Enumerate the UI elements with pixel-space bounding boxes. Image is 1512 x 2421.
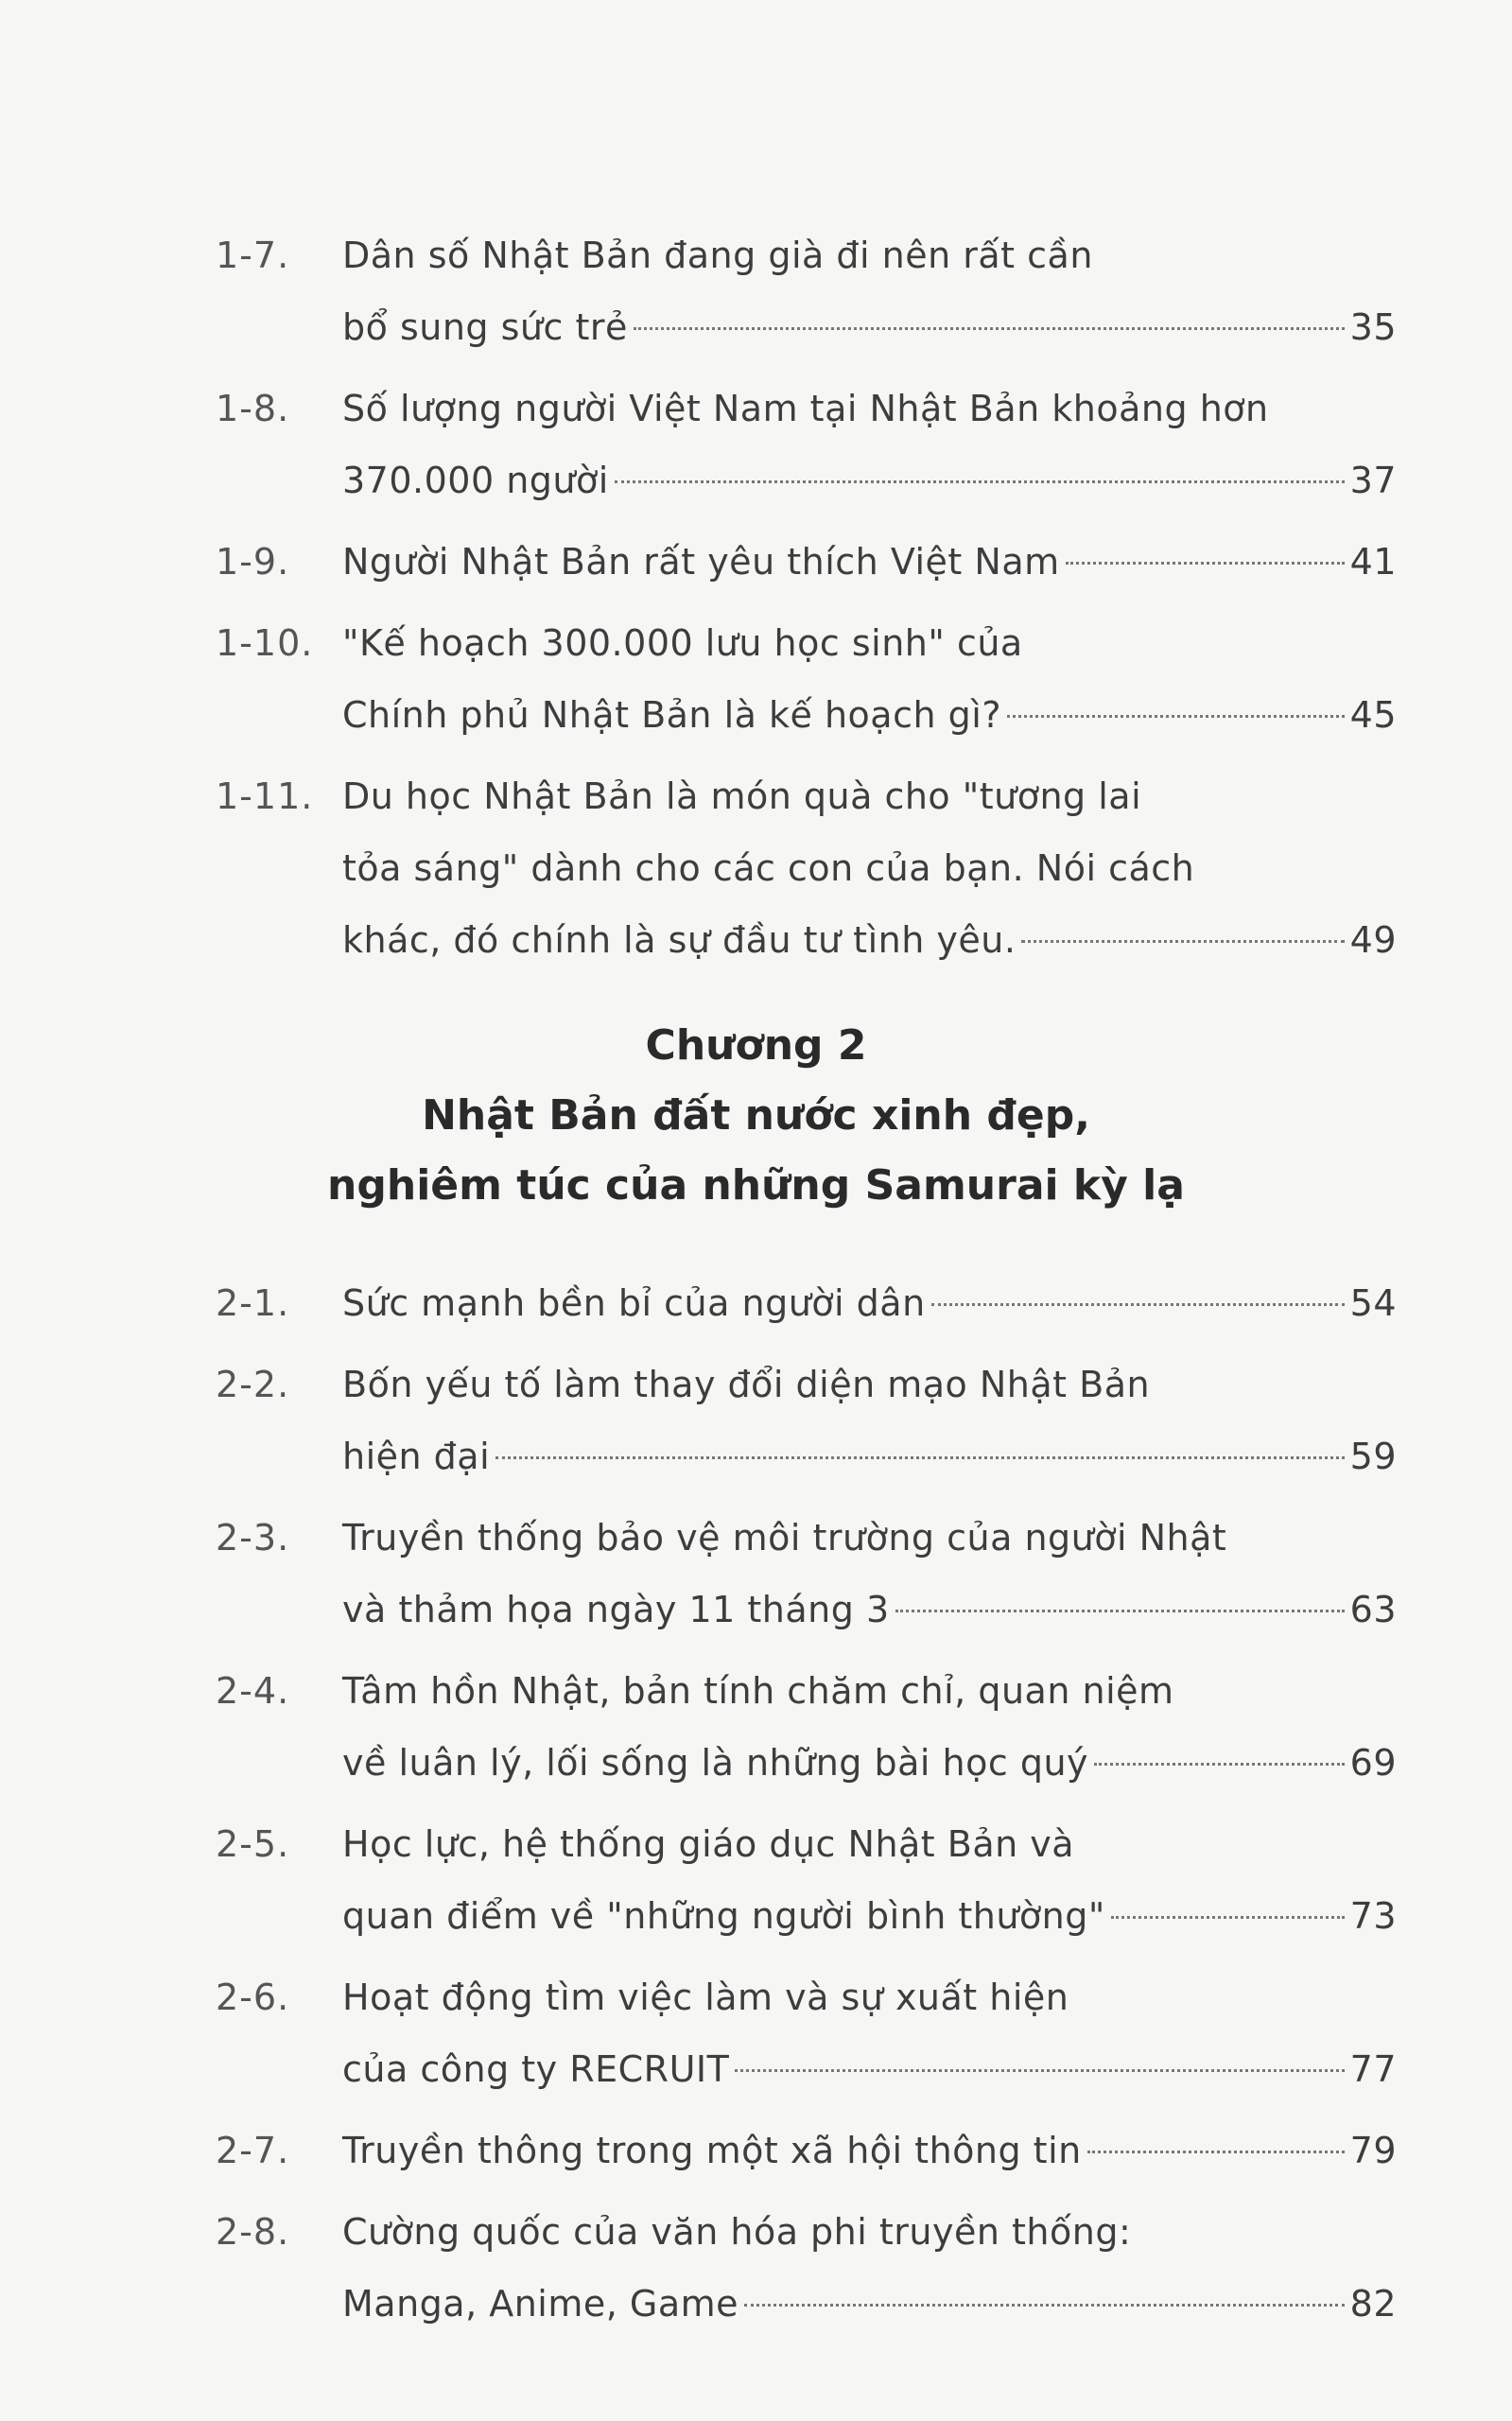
toc-entry-page-number: 82 xyxy=(1349,2283,1397,2325)
toc-entry-number: 2-5. xyxy=(216,1823,290,1865)
toc-entry-page-number: 54 xyxy=(1349,1282,1397,1324)
toc-entry-line-text: Sức mạnh bền bỉ của người dân xyxy=(342,1282,926,1324)
toc-entry-line xyxy=(342,2268,1397,2340)
toc-entry-line-text: Truyền thông trong một xã hội thông tin xyxy=(342,2130,1082,2171)
dot-leader xyxy=(1087,2151,1345,2153)
toc-entry-line-text: Tâm hồn Nhật, bản tính chăm chỉ, quan niệm xyxy=(342,1670,1174,1712)
toc-entry-page-number: 79 xyxy=(1349,2130,1397,2171)
toc-entry-page-number: 59 xyxy=(1349,1436,1397,1477)
toc-entry-number: 2-2. xyxy=(216,1364,290,1405)
toc-entry-number: 2-1. xyxy=(216,1282,290,1324)
toc-entry-line xyxy=(342,1349,1397,1420)
toc-entry-text xyxy=(342,1349,1397,1492)
toc-entry-number: 2-7. xyxy=(216,2130,290,2171)
toc-entry-line xyxy=(342,1574,1397,1646)
toc-entry-line-text: tỏa sáng" dành cho các con của bạn. Nói cách xyxy=(342,847,1195,889)
toc-entry-text xyxy=(342,1655,1397,1799)
toc-entry-line-text: về luân lý, lối sống là những bài học quý xyxy=(342,1742,1089,1784)
dot-leader xyxy=(1094,1763,1345,1766)
toc-entry-line-text: Truyền thống bảo vệ môi trường của người Nhật xyxy=(342,1517,1227,1559)
toc-entry-line-text: Cường quốc của văn hóa phi truyền thống: xyxy=(342,2211,1132,2253)
toc-entry-line-text: Dân số Nhật Bản đang già đi nên rất cần xyxy=(342,235,1093,276)
toc-entry-text xyxy=(342,1961,1397,2105)
dot-leader xyxy=(1066,562,1345,565)
toc-entry-number: 1-10. xyxy=(216,622,314,664)
toc-entry-number: 1-9. xyxy=(216,541,290,583)
toc-entry-page-number: 49 xyxy=(1349,919,1397,961)
toc-entry-line-text: "Kế hoạch 300.000 lưu học sinh" của xyxy=(342,622,1023,664)
toc-entry-number: 1-8. xyxy=(216,388,290,429)
dot-leader xyxy=(1007,715,1345,718)
toc-entry-page-number: 77 xyxy=(1349,2048,1397,2090)
toc-entry-line-text: Người Nhật Bản rất yêu thích Việt Nam xyxy=(342,541,1060,583)
toc-entry-line-text: Chính phủ Nhật Bản là kế hoạch gì? xyxy=(342,694,1001,736)
toc-entry-number: 2-8. xyxy=(216,2211,290,2253)
dot-leader xyxy=(895,1610,1345,1612)
toc-entry-line-text: hiện đại xyxy=(342,1436,491,1477)
toc-entry-line-text: Bốn yếu tố làm thay đổi diện mạo Nhật Bản xyxy=(342,1364,1151,1405)
toc-entry-line-text: của công ty RECRUIT xyxy=(342,2048,730,2090)
toc-entry-text xyxy=(342,219,1397,363)
toc-entry-page-number: 41 xyxy=(1349,541,1397,583)
toc-entry-text xyxy=(342,2115,1397,2186)
toc-entry-page-number: 63 xyxy=(1349,1589,1397,1630)
toc-entry-page-number: 73 xyxy=(1349,1895,1397,1937)
toc-entry-line-text: Học lực, hệ thống giáo dục Nhật Bản và xyxy=(342,1823,1075,1865)
toc-entry-line xyxy=(342,526,1397,598)
toc-entry-line-text: 370.000 người xyxy=(342,460,609,501)
toc-entry-line-text: Số lượng người Việt Nam tại Nhật Bản khoảng hơn xyxy=(342,388,1269,429)
toc-entry-line xyxy=(342,607,1397,679)
toc-entry-number: 2-3. xyxy=(216,1517,290,1559)
chapter-title-line-1: Nhật Bản đất nước xinh đẹp, xyxy=(422,1091,1090,1140)
toc-entry-line xyxy=(342,373,1397,444)
toc-entry-number: 2-4. xyxy=(216,1670,290,1712)
toc-entry-line-text: bổ sung sức trẻ xyxy=(342,306,628,348)
toc-entry-line xyxy=(342,760,1397,832)
toc-entry-text xyxy=(342,2196,1397,2340)
toc-entry-line xyxy=(342,1420,1397,1492)
toc-entry-page-number: 69 xyxy=(1349,1742,1397,1784)
toc-entry-text xyxy=(342,1502,1397,1646)
toc-entry-page-number: 45 xyxy=(1349,694,1397,736)
toc-entry-text xyxy=(342,1808,1397,1952)
toc-entry-line-text: Manga, Anime, Game xyxy=(342,2283,739,2325)
toc-entry-page-number: 35 xyxy=(1349,306,1397,348)
toc-entry-line-text: Du học Nhật Bản là món quà cho "tương lai xyxy=(342,775,1142,817)
toc-entry-text xyxy=(342,760,1397,976)
toc-entry-line xyxy=(342,291,1397,363)
toc-entry-line-text: khác, đó chính là sự đầu tư tình yêu. xyxy=(342,919,1017,961)
toc-entry-text xyxy=(342,1267,1397,1339)
toc-entry-line xyxy=(342,2033,1397,2105)
dot-leader xyxy=(615,480,1345,483)
chapter-heading: Chương 2 xyxy=(645,1021,867,1070)
toc-entry-line-text: và thảm họa ngày 11 tháng 3 xyxy=(342,1589,890,1630)
dot-leader xyxy=(744,2304,1345,2307)
toc-entry-text xyxy=(342,607,1397,751)
toc-entry-line xyxy=(342,1727,1397,1799)
toc-entry-line xyxy=(342,904,1397,976)
toc-entry-line-text: Hoạt động tìm việc làm và sự xuất hiện xyxy=(342,1977,1069,2018)
dot-leader xyxy=(1021,940,1344,943)
toc-entry-number: 2-6. xyxy=(216,1977,290,2018)
toc-entry-line xyxy=(342,2115,1397,2186)
toc-entry-line xyxy=(342,1655,1397,1727)
toc-entry-line-text: quan điểm về "những người bình thường" xyxy=(342,1895,1105,1937)
toc-entry-line xyxy=(342,219,1397,291)
chapter-title-line-2: nghiêm túc của những Samurai kỳ lạ xyxy=(327,1161,1185,1210)
toc-entry-number: 1-7. xyxy=(216,235,290,276)
dot-leader xyxy=(931,1303,1345,1306)
toc-entry-line xyxy=(342,1961,1397,2033)
toc-entry-line xyxy=(342,679,1397,751)
toc-entry-line xyxy=(342,1267,1397,1339)
toc-entry-number: 1-11. xyxy=(216,775,314,817)
dot-leader xyxy=(735,2069,1344,2072)
toc-entry-text xyxy=(342,526,1397,598)
dot-leader xyxy=(495,1456,1344,1459)
toc-entry-line xyxy=(342,444,1397,516)
toc-entry-page-number: 37 xyxy=(1349,460,1397,501)
dot-leader xyxy=(1111,1916,1345,1919)
toc-entry-text xyxy=(342,373,1397,516)
dot-leader xyxy=(634,327,1345,330)
toc-entry-line xyxy=(342,1808,1397,1880)
toc-entry-line xyxy=(342,832,1397,904)
toc-entry-line xyxy=(342,2196,1397,2268)
toc-entry-line xyxy=(342,1880,1397,1952)
toc-entry-line xyxy=(342,1502,1397,1574)
